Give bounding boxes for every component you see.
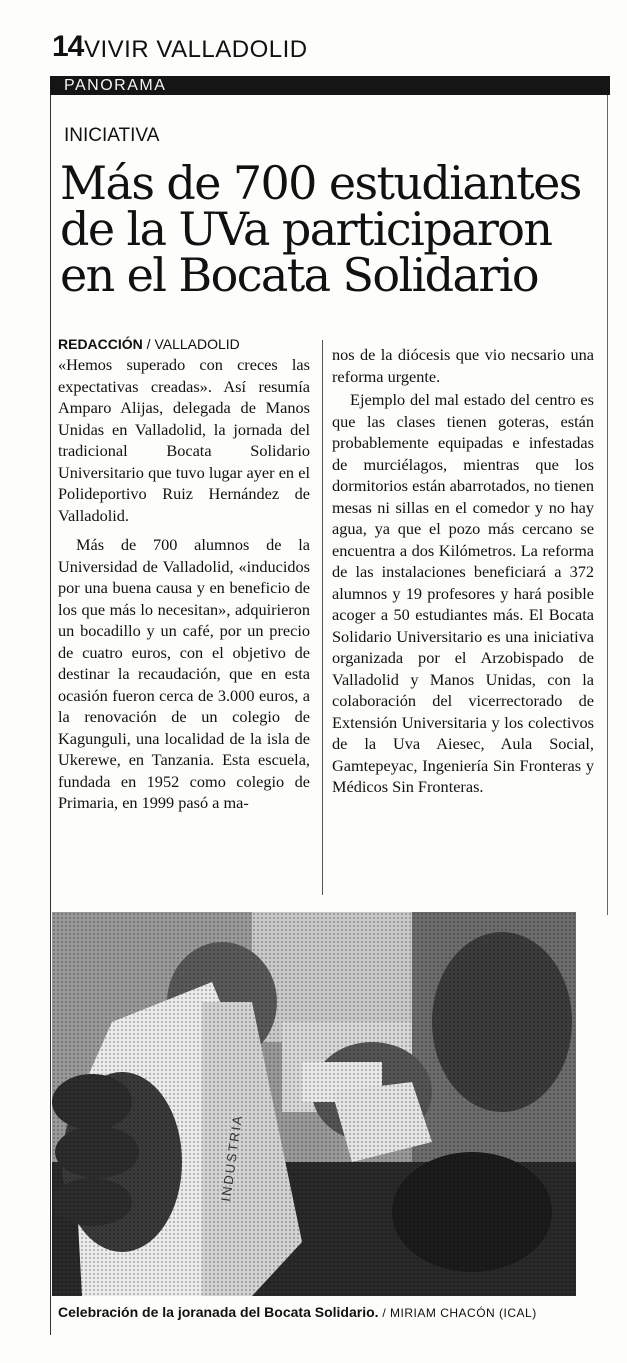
page-number: 14 [52, 30, 84, 63]
kicker: INICIATIVA [64, 125, 160, 146]
column-two [332, 344, 594, 798]
headline [60, 156, 600, 302]
right-rule [607, 95, 608, 915]
column-divider [322, 340, 323, 895]
paragraph: «Hemos superado con creces las expectativas creadas». Así resumía Amparo Alijas, delegada de Manos Unidas en Valladolid, la jornada del tradicional Bocata Solidario Universitario que tuvo lugar ayer en el Polideportivo Ruiz Hernández de Valladolid. [58, 355, 310, 525]
headline-line: en el Bocata Solidario [60, 248, 538, 302]
byline-place: / VALLADOLID [142, 336, 240, 352]
caption-text: Celebración de la joranada del Bocata Solidario. [58, 1304, 379, 1320]
paragraph: Ejemplo del mal estado del centro es que las clases tienen goteras, están probablemente equipadas e infestadas de murciélagos, mientras que los dormitorios están abarrotados, no tienen mesas ni sillas en el comedor y no hay agua, ya que el pozo más cercano se encuentra a dos Kilómetros. La reforma de las instalaciones beneficiará a 372 alumnos y 19 profesores y hará posible acoger a 50 estudiantes más. El Bocata Solidario Universitario es una iniciativa organizada por el Arzobispado de Valladolid y Manos Unidas, con la colaboración del vicerrectorado de Extensión Universitaria y los colectivos de la Uva Aiesec, Aula Social, Gamtepeyac, Ingeniería Sin Fronteras y Médicos Sin Fronteras. [332, 390, 594, 796]
photo-caption [58, 1304, 537, 1320]
article-photo [52, 912, 576, 1296]
paragraph: Más de 700 alumnos de la Universidad de Valladolid, «inducidos por una buena causa y en beneficio de los que más lo necesitan», adquirieron un bocadillo y un café, por un precio de cuatro euros, con el objetivo de destinar la recaudación, que en esta ocasión fueron cerca de 3.000 euros, a la renovación de un colegio de Kagunguli, una localidad de la isla de Ukerewe, en Tanzania. Esta escuela, fundada en 1952 como colegio de Primaria, en 1999 pasó a ma- [58, 535, 310, 812]
headline-line: Más de 700 estudiantes [60, 156, 581, 210]
headline-line: de la UVa participaron [60, 202, 552, 256]
caption-credit: / MIRIAM CHACÓN (ICAL) [378, 1306, 537, 1320]
paragraph: nos de la diócesis que vio necsario una reforma urgente. [332, 345, 594, 386]
section-name: VIVIR VALLADOLID [84, 36, 308, 63]
column-one [58, 335, 310, 814]
section-bar [50, 76, 610, 95]
byline [58, 335, 310, 354]
bag-text: INDUSTRIA [218, 1113, 246, 1203]
photo-illustration [52, 912, 576, 1296]
subsection-label: PANORAMA [64, 77, 167, 94]
left-rule [50, 95, 51, 1335]
byline-author: REDACCIÓN [58, 336, 143, 352]
